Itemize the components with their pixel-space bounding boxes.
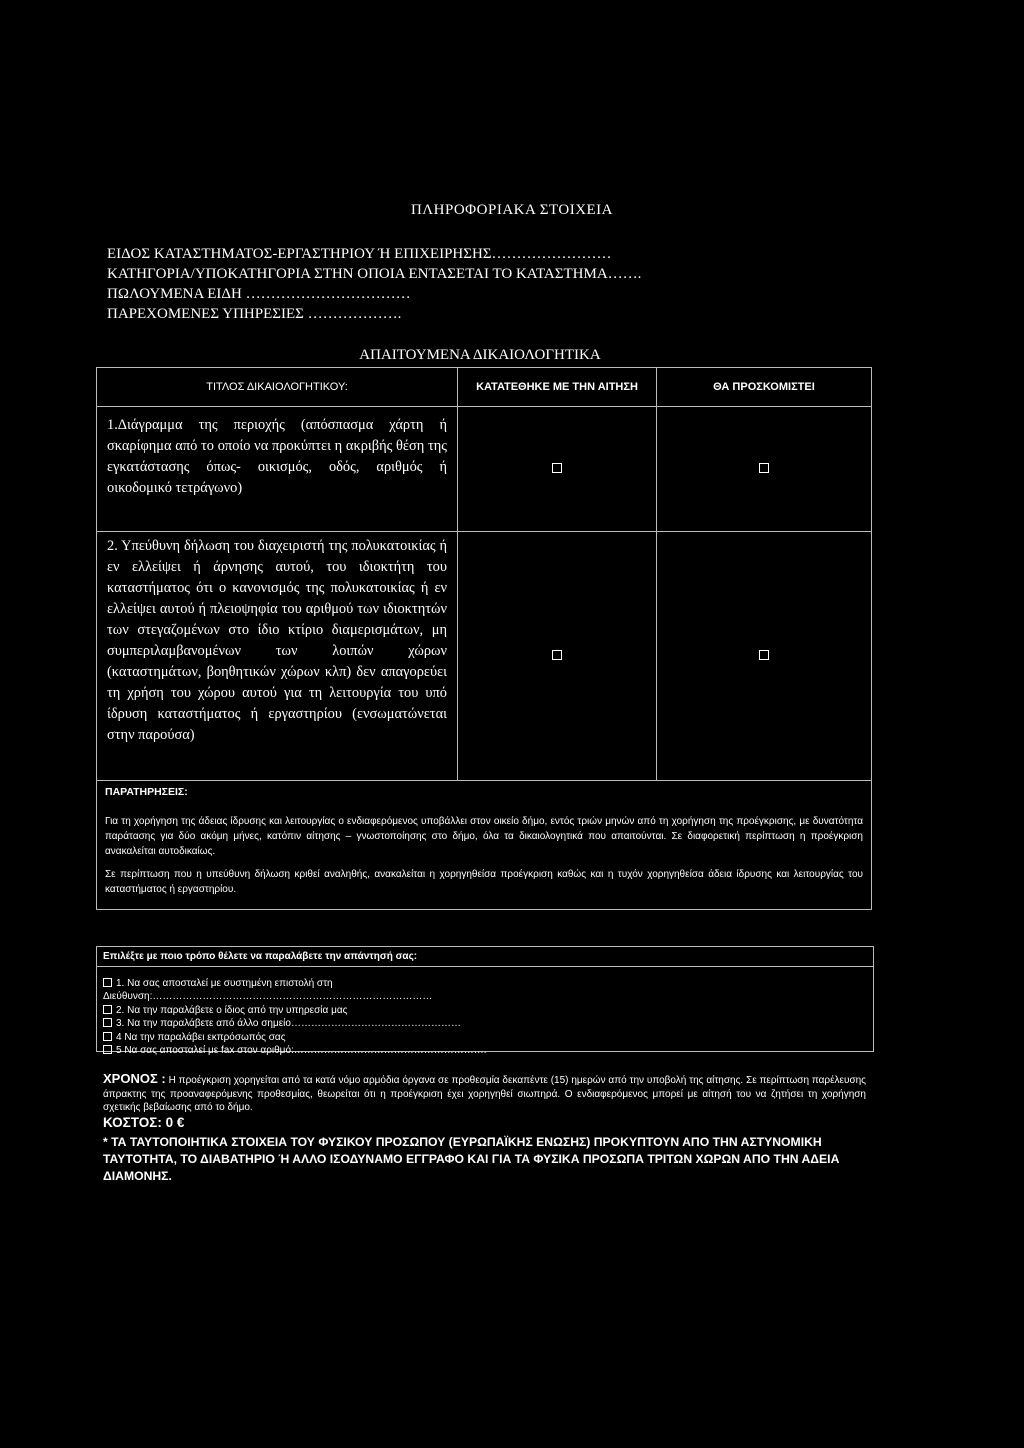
reply-option-registered-mail[interactable]: 1. Να σας αποσταλεί με συστημένη επιστολή στη bbox=[103, 977, 333, 990]
table-header-row bbox=[97, 368, 872, 407]
time-label: ΧΡΟΝΟΣ : bbox=[103, 1071, 166, 1086]
note-paragraph: Για τη χορήγηση της άδειας ίδρυσης και λειτουργίας ο ενδιαφερόμενος υποβάλλει στον οικείο δήμο, εντός τριών μηνών από τη χορήγηση της προέγκρισης, με δυνατότητα παράτασης για δύο ακόμη μήνες, κατόπιν αίτησης – γνωστοποίησης στο δήμο, όλα τα δικαιολογητικά που απαιτούνται. Σε διαφορετική περίπτωση η προέγκριση ανακαλείται αυτοδικαίως. bbox=[105, 816, 863, 857]
reply-method-title: Επιλέξτε με ποιο τρόπο θέλετε να παραλάβετε την απάντησή σας: bbox=[97, 947, 873, 967]
submitted-checkbox-cell[interactable] bbox=[458, 407, 657, 532]
reply-option-other-point[interactable]: 3. Να την παραλάβετε από άλλο σημείο…………………………………………… bbox=[103, 1017, 461, 1030]
info-line-shop-type: ΕΙΔΟΣ ΚΑΤΑΣΤΗΜΑΤΟΣ-ΕΡΓΑΣΤΗΡΙΟΥ Ή ΕΠΙΧΕΙΡΗΣΗΣ…………………… bbox=[107, 246, 612, 262]
table-row bbox=[97, 532, 872, 781]
submitted-checkbox-cell[interactable] bbox=[458, 532, 657, 781]
to-bring-checkbox-cell[interactable] bbox=[657, 532, 872, 781]
header-to-bring: ΘΑ ΠΡΟΣΚΟΜΙΣΤΕΙ bbox=[657, 368, 872, 407]
checkbox-icon[interactable] bbox=[759, 463, 769, 473]
checkbox-icon[interactable] bbox=[759, 650, 769, 660]
identity-note: * ΤΑ ΤΑΥΤΟΠΟΙΗΤΙΚΑ ΣΤΟΙΧΕΙΑ ΤΟΥ ΦΥΣΙΚΟΥ ΠΡΟΣΩΠΟΥ (ΕΥΡΩΠΑΪΚΗΣ ΕΝΩΣΗΣ) ΠΡΟΚΥΠΤΟΥΝ ΑΠΟ ΤΗΝ ΑΣΤΥΝΟΜΙΚΗ ΤΑΥΤΟΤΗΤΑ, ΤΟ ΔΙΑΒΑΤΗΡΙΟ Ή ΑΛΛΟ ΙΣΟΔΥΝΑΜΟ ΕΓΓΡΑΦΟ ΚΑΙ ΓΙΑ ΤΑ ΦΥΣΙΚΑ ΠΡΟΣΩΠΑ ΤΡΙΤΩΝ ΧΩΡΩΝ ΑΠΟ ΤΗΝ ΑΔΕΙΑ ΔΙΑΜΟΝΗΣ. bbox=[103, 1135, 840, 1183]
notes-row bbox=[97, 781, 872, 910]
checkbox-icon[interactable] bbox=[103, 1045, 112, 1054]
requirements-title: ΑΠΑΙΤΟΥΜΕΝΑ ΔΙΚΑΙΟΛΟΓΗΤΙΚΑ bbox=[359, 347, 601, 363]
checkbox-icon[interactable] bbox=[103, 1032, 112, 1041]
time-text: Η προέγκριση χορηγείται από τα κατά νόμο αρμόδια όργανα σε προθεσμία δεκαπέντε (15) ημερών από την υποβολή της αίτησης. Σε περίπτωση παρέλευσης άπρακτης της προαναφερόμενης προθεσμίας, θεωρείται ότι η προέγκριση έχει χορηγηθεί σιωπηρά. Ο ενδιαφερόμενος μπορεί με αίτησή του να ζητήσει τη χορήγηση σχετικής βεβαίωσης από το δήμο. bbox=[103, 1075, 867, 1113]
notes-cell bbox=[97, 781, 872, 910]
header-doc-title: ΤΙΤΛΟΣ ΔΙΚΑΙΟΛΟΓΗΤΙΚΟΥ: bbox=[97, 368, 458, 407]
reply-method-box bbox=[96, 946, 874, 1056]
notes-label: ΠΑΡΑΤΗΡΗΣΕΙΣ: bbox=[105, 786, 188, 798]
info-title: ΠΛΗΡΟΦΟΡΙΑΚΑ ΣΤΟΙΧΕΙΑ bbox=[410, 202, 614, 218]
checkbox-icon[interactable] bbox=[103, 1005, 112, 1014]
reply-option-in-person[interactable]: 2. Να την παραλάβετε ο ίδιος από την υπηρεσία μας bbox=[103, 1004, 347, 1017]
checkbox-icon[interactable] bbox=[103, 978, 112, 987]
info-line-services: ΠΑΡΕΧΟΜΕΝΕΣ ΥΠΗΡΕΣΙΕΣ ………………. bbox=[107, 306, 402, 322]
checkbox-icon[interactable] bbox=[552, 650, 562, 660]
checkbox-icon[interactable] bbox=[103, 1018, 112, 1027]
doc-item-text: 2. Υπεύθυνη δήλωση του διαχειριστή της πολυκατοικίας ή εν ελλείψει ή άρνησης αυτού, του ιδιοκτήτη του καταστήματος ότι ο κανονισμός της πολυκατοικίας ή εν ελλείψει αυτού ή πλειοψηφία του αριθμού των ιδιοκτητών των στεγαζομένων στο ίδιο κτίριο διαμερισμάτων, μη συμπεριλαμβανομένων των λοιπών χώρων (καταστημάτων, βοηθητικών χώρων κλπ) δεν απαγορεύει τη χρήση του χώρου αυτού για τη λειτουργία του υπό ίδρυση καταστήματος ή εργαστηρίου (ενσωματώνεται στην παρούσα) bbox=[97, 532, 458, 781]
checkbox-icon[interactable] bbox=[552, 463, 562, 473]
info-line-products: ΠΩΛΟΥΜΕΝΑ ΕΙΔΗ …………………………… bbox=[107, 286, 411, 302]
time-section bbox=[103, 1072, 866, 1115]
note-paragraph: Σε περίπτωση που η υπεύθυνη δήλωση κριθεί αναληθής, ανακαλείται η χορηγηθείσα προέγκριση καθώς και η τυχόν χορηγηθείσα άδεια ίδρυσης και λειτουργίας του καταστήματος ή εργαστηρίου. bbox=[105, 869, 863, 895]
requirements-table bbox=[96, 367, 872, 910]
header-submitted: ΚΑΤΑΤΕΘΗΚΕ ΜΕ ΤΗΝ ΑΙΤΗΣΗ bbox=[458, 368, 657, 407]
doc-item-text: 1.Διάγραμμα της περιοχής (απόσπασμα χάρτη ή σκαρίφημα από το οποίο να προκύπτει η ακριβής θέση της εγκατάστασης όπως- οικισμός, οδός, αριθμός ή οικοδομικό τετράγωνο) bbox=[97, 407, 458, 532]
info-line-category: ΚΑΤΗΓΟΡΙΑ/ΥΠΟΚΑΤΗΓΟΡΙΑ ΣΤΗΝ ΟΠΟΙΑ ΕΝΤΑΣΕΤΑΙ ΤΟ ΚΑΤΑΣΤΗΜΑ……. bbox=[107, 266, 642, 282]
reply-option-representative[interactable]: 4 Να την παραλάβει εκπρόσωπός σας bbox=[103, 1031, 286, 1044]
table-row bbox=[97, 407, 872, 532]
reply-option-address: Διεύθυνση:………………………………………………………………………… bbox=[103, 991, 433, 1002]
cost-line: ΚΟΣΤΟΣ: 0 € bbox=[103, 1115, 185, 1130]
reply-option-fax[interactable]: 5 Να σας αποσταλεί με fax στον αριθμό:…………………………………………………. bbox=[103, 1044, 487, 1057]
to-bring-checkbox-cell[interactable] bbox=[657, 407, 872, 532]
